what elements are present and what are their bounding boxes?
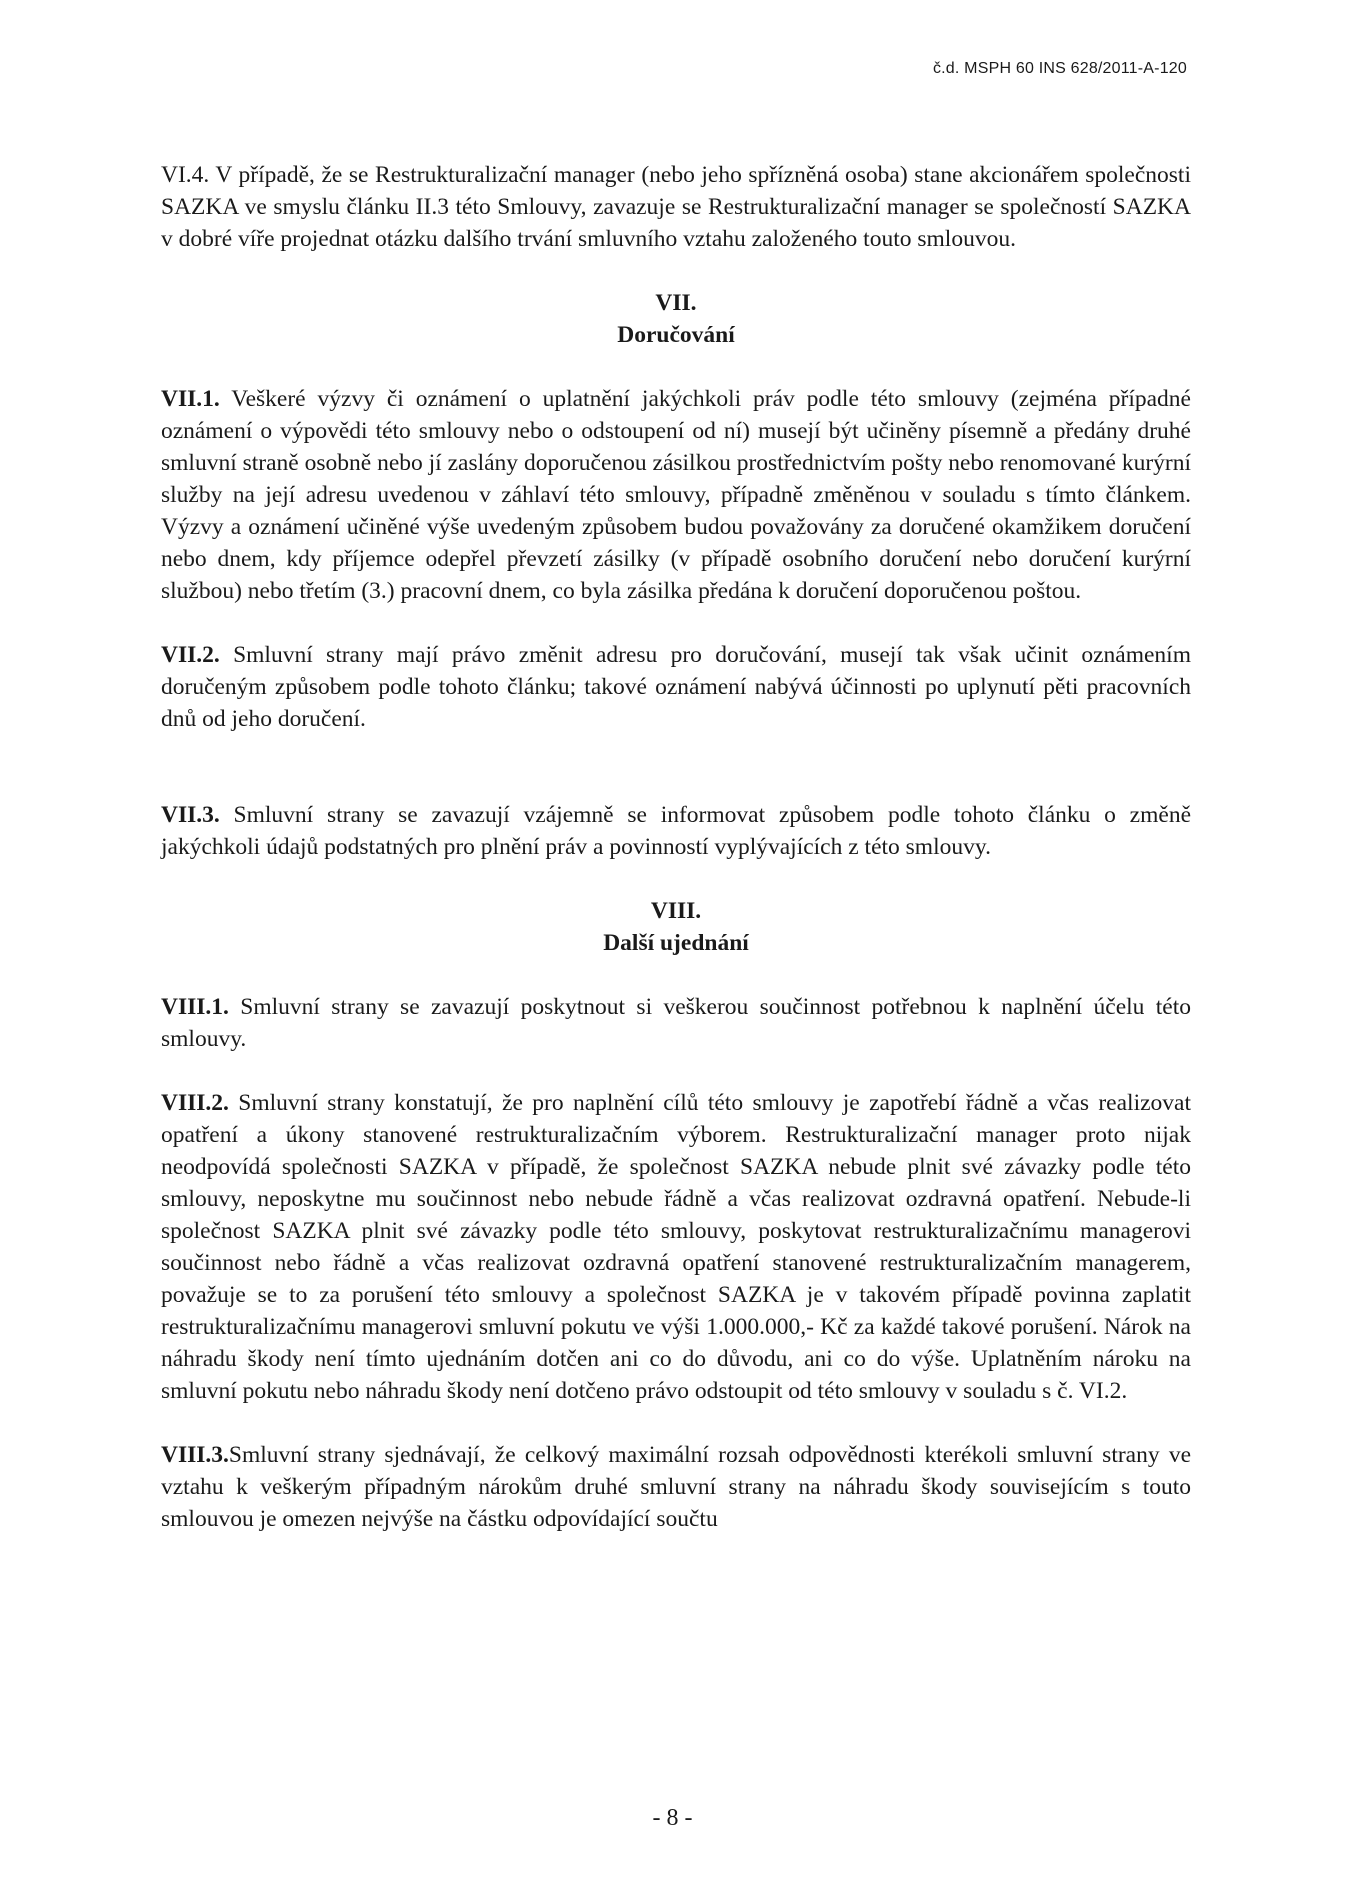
page-number: - 8 - <box>652 1805 693 1831</box>
paragraph-vii-3 <box>161 799 1191 863</box>
section-title-viii: Další ujednání <box>603 930 749 956</box>
paragraph-text: V případě, že se Restrukturalizační manager (nebo jeho spřízněná osoba) stane akcionářem společnosti SAZKA ve smyslu článku II.3 této Smlouvy, zavazuje se Restrukturalizační manager se společností SAZKA v dobré víře projednat otázku dalšího trvání smluvního vztahu založeného touto smlouvou. <box>161 162 1191 252</box>
paragraph-number: VIII.3. <box>161 1442 229 1468</box>
paragraph-viii-2 <box>161 1087 1191 1407</box>
section-numeral-viii: VIII. <box>650 898 702 924</box>
paragraph-text: Smluvní strany se zavazují vzájemně se informovat způsobem podle tohoto článku o změně jakýchkoli údajů podstatných pro plnění práv a povinností vyplývajících z této smlouvy. <box>161 802 1191 860</box>
paragraph-text: Smluvní strany konstatují, že pro naplnění cílů této smlouvy je zapotřebí řádně a včas realizovat opatření a úkony stanovené restrukturalizačním výborem. Restrukturalizační manager proto nijak neodpovídá společnosti SAZKA v případě, že společnost SAZKA nebude plnit své závazky podle této smlouvy, neposkytne mu součinnost nebo nebude řádně a včas realizovat ozdravná opatření. Nebude-li společnost SAZKA plnit své závazky podle této smlouvy, poskytovat restrukturalizačnímu managerovi součinnost nebo řádně a včas realizovat ozdravná opatření stanovené restrukturalizačním managerem, považuje se to za porušení této smlouvy a společnost SAZKA je v takovém případě povinna zaplatit restrukturalizačnímu managerovi smluvní pokutu ve výši 1.000.000,- Kč za každé takové porušení. Nárok na náhradu škody není tímto ujednáním dotčen ani co do důvodu, ani co do výše. Uplatněním nároku na smluvní pokutu nebo náhradu škody není dotčeno právo odstoupit od této smlouvy v souladu s č. VI.2. <box>161 1090 1191 1404</box>
paragraph-number: VII.2. <box>161 642 220 668</box>
paragraph-number: VII.3. <box>161 802 220 828</box>
paragraph-text: Smluvní strany sjednávají, že celkový maximální rozsah odpovědnosti kterékoli smluvní strany ve vztahu k veškerým případným nárokům druhé smluvní strany na náhradu škody souvisejícím s touto smlouvou je omezen nejvýše na částku odpovídající součtu <box>161 1442 1191 1532</box>
paragraph-number: VI.4. <box>161 162 210 188</box>
paragraph-viii-1 <box>161 991 1191 1055</box>
paragraph-text: Smluvní strany mají právo změnit adresu pro doručování, musejí tak však učinit oznámením doručeným způsobem podle tohoto článku; takové oznámení nabývá účinnosti po uplynutí pěti pracovních dnů od jeho doručení. <box>161 642 1191 732</box>
section-numeral-vii: VII. <box>655 290 697 316</box>
case-reference: č.d. MSPH 60 INS 628/2011-A-120 <box>932 60 1187 77</box>
paragraph-number: VII.1. <box>161 386 220 412</box>
document-body <box>161 159 1191 1535</box>
section-title-vii: Doručování <box>617 322 735 348</box>
paragraph-text: Smluvní strany se zavazují poskytnout si veškerou součinnost potřebnou k naplnění účelu této smlouvy. <box>161 994 1191 1052</box>
paragraph-vii-1 <box>161 383 1191 607</box>
paragraph-text: Veškeré výzvy či oznámení o uplatnění jakýchkoli práv podle této smlouvy (zejména případné oznámení o výpovědi této smlouvy nebo o odstoupení od ní) musejí být učiněny písemně a předány druhé smluvní straně osobně nebo jí zaslány doporučenou zásilkou prostřednictvím pošty nebo renomované kurýrní služby na její adresu uvedenou v záhlaví této smlouvy, případně změněnou v souladu s tímto článkem. Výzvy a oznámení učiněné výše uvedeným způsobem budou považovány za doručené okamžikem doručení nebo dnem, kdy příjemce odepřel převzetí zásilky (v případě osobního doručení nebo doručení kurýrní službou) nebo třetím (3.) pracovní dnem, co byla zásilka předána k doručení doporučenou poštou. <box>161 386 1191 604</box>
paragraph-number: VIII.1. <box>161 994 229 1020</box>
paragraph-vi-4 <box>161 159 1191 255</box>
paragraph-viii-3 <box>161 1439 1191 1535</box>
paragraph-vii-2 <box>161 639 1191 735</box>
paragraph-number: VIII.2. <box>161 1090 229 1116</box>
